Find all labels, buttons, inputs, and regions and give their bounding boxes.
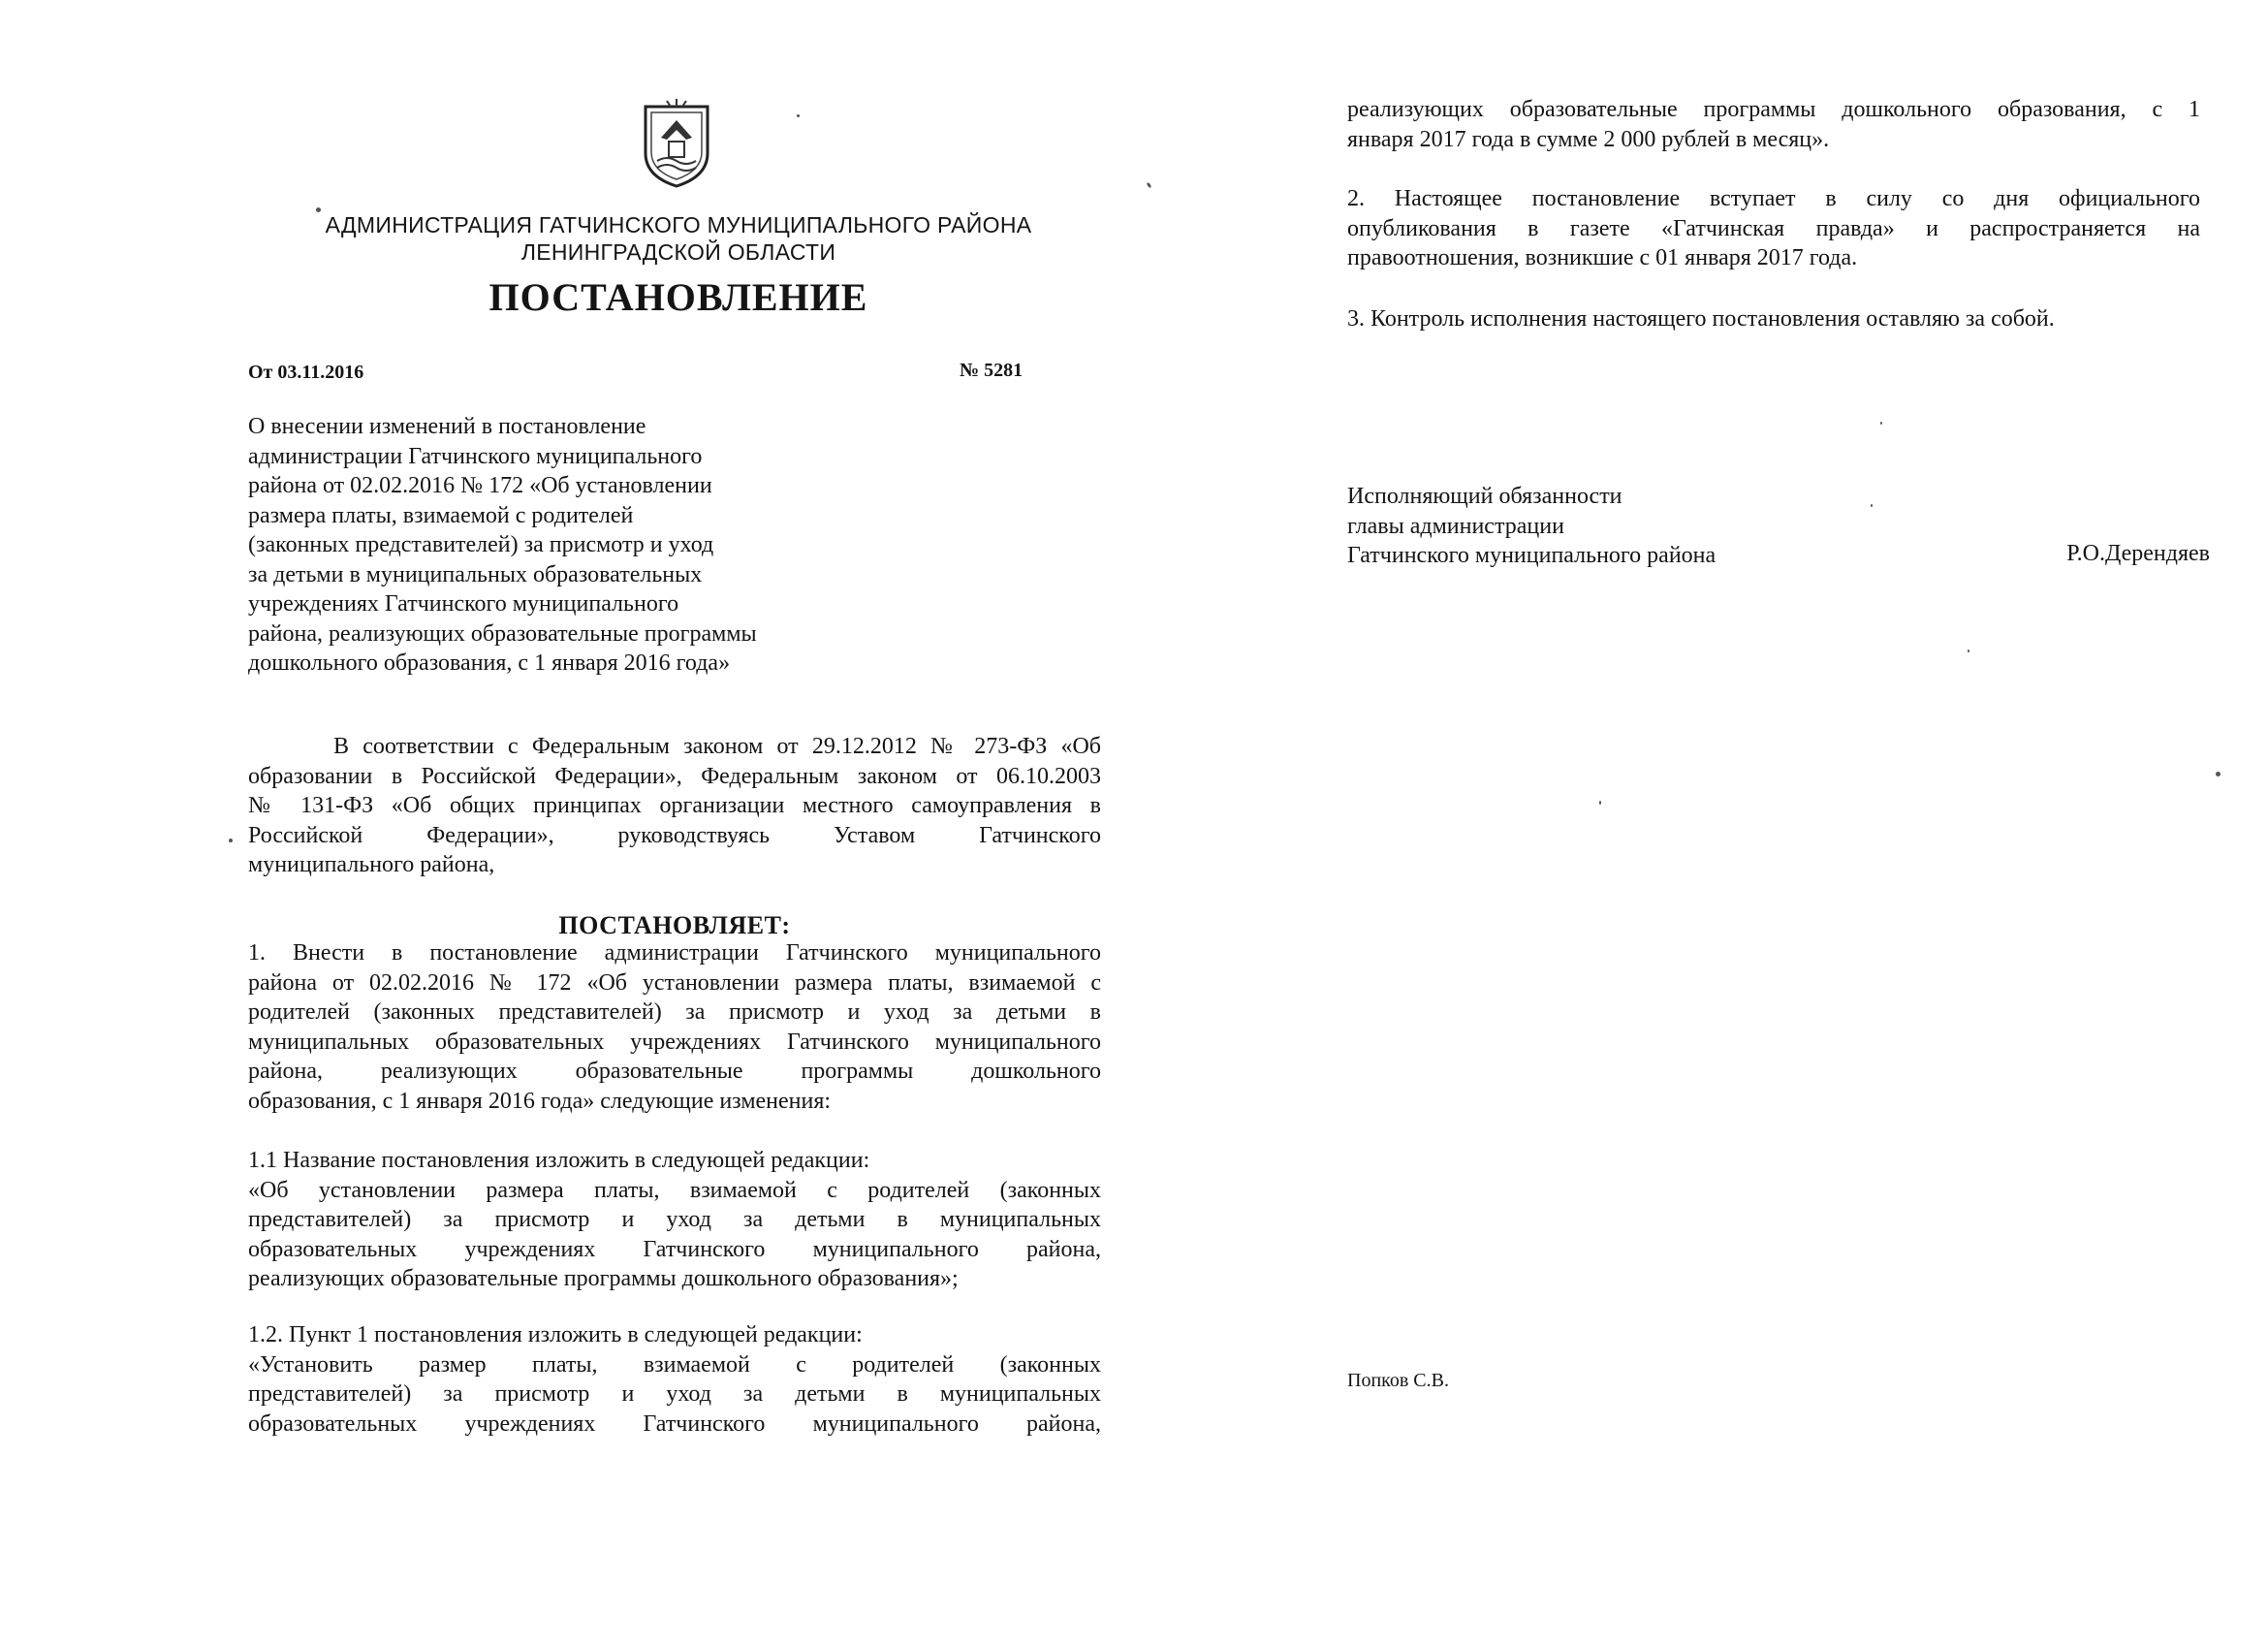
- item-1-1-line: реализующих образовательные программы дошкольного образования»;: [248, 1266, 959, 1291]
- scan-speck: [2216, 772, 2221, 776]
- item-1-paragraph: [248, 938, 1101, 1116]
- item-1-1-line: 1.1 Название постановления изложить в следующей редакции:: [248, 1148, 870, 1173]
- item-1-2-paragraph: [248, 1320, 1101, 1439]
- scan-speck: [1880, 422, 1882, 425]
- item-3-paragraph: [1347, 304, 2200, 334]
- document-subject: [248, 412, 868, 679]
- signer-name: Р.О.Дерендяев: [2066, 541, 2210, 566]
- scan-speck: [1871, 504, 1873, 507]
- signer-position-line: Гатчинского муниципального района: [1347, 543, 1717, 568]
- item-1-1-paragraph: [248, 1146, 1101, 1294]
- scan-speck: [229, 839, 233, 842]
- subject-line: района, реализующих образовательные программы: [248, 620, 757, 647]
- resolve-heading: ПОСТАНОВЛЯЕТ:: [558, 911, 791, 939]
- item-1-2-continuation: [1347, 95, 2200, 154]
- scan-speck: [797, 114, 800, 117]
- right-page: [1134, 0, 2268, 1648]
- item-1-line: родителей (законных представителей) за присмотр и уход за детьми в: [248, 999, 1101, 1025]
- item-1-line: 1. Внести в постановление администрации Гатчинского муниципального: [248, 940, 1101, 966]
- item-1-line: района, реализующих образовательные программы дошкольного: [248, 1059, 1101, 1084]
- preamble-line: образовании в Российской Федерации», Федеральным законом от 06.10.2003: [248, 763, 1101, 789]
- subject-line: (законных представителей) за присмотр и уход: [248, 532, 714, 557]
- issuer-organization: [291, 211, 1066, 266]
- continuation-line: января 2017 года в сумме 2 000 рублей в месяц».: [1347, 126, 1830, 152]
- subject-line: за детьми в муниципальных образовательных: [248, 561, 703, 587]
- subject-line: района от 02.02.2016 № 172 «Об установлении: [248, 473, 712, 498]
- item-1-2-line: представителей) за присмотр и уход за детьми в муниципальных: [248, 1381, 1101, 1407]
- item-2-paragraph: [1347, 184, 2200, 273]
- item-1-2-line: 1.2. Пункт 1 постановления изложить в следующей редакции:: [248, 1322, 863, 1347]
- subject-line: О внесении изменений в постановление: [248, 414, 646, 439]
- item-1-line: образования, с 1 января 2016 года» следующие изменения:: [248, 1088, 832, 1114]
- org-line-2: ЛЕНИНГРАДСКОЙ ОБЛАСТИ: [520, 239, 836, 265]
- subject-line: размера платы, взимаемой с родителей: [248, 502, 634, 528]
- preamble-paragraph: [248, 732, 1101, 880]
- scan-speck: [1968, 650, 1969, 652]
- item-1-1-line: образовательных учреждениях Гатчинского муниципального района,: [248, 1236, 1101, 1262]
- item-2-line: правоотношения, возникшие с 01 января 2017 года.: [1347, 245, 1858, 270]
- item-2-line: опубликования в газете «Гатчинская правда» и распространяется на: [1347, 215, 2200, 241]
- item-1-line: муниципальных образовательных учреждениях Гатчинского муниципального: [248, 1029, 1101, 1055]
- scan-speck: [1599, 801, 1601, 805]
- signer-position-line: Исполняющий обязанности: [1347, 484, 1622, 509]
- document-date: От 03.11.2016: [248, 362, 364, 383]
- org-line-1: АДМИНИСТРАЦИЯ ГАТЧИНСКОГО МУНИЦИПАЛЬНОГО РАЙОНА: [325, 212, 1032, 238]
- continuation-line: реализующих образовательные программы дошкольного образования, с 1: [1347, 97, 2200, 122]
- subject-line: учреждениях Гатчинского муниципального: [248, 591, 679, 617]
- coat-of-arms-icon: [640, 97, 713, 190]
- item-1-2-line: образовательных учреждениях Гатчинского муниципального района,: [248, 1410, 1101, 1437]
- preamble-line: В соответствии с Федеральным законом от 29.12.2012 № 273-ФЗ «Об: [333, 734, 1101, 759]
- item-3-line: 3. Контроль исполнения настоящего постановления оставляю за собой.: [1347, 306, 2055, 332]
- signature-block: [1347, 482, 2210, 571]
- item-1-1-line: представителей) за присмотр и уход за детьми в муниципальных: [248, 1207, 1101, 1232]
- item-2-line: 2. Настоящее постановление вступает в силу со дня официального: [1347, 186, 2200, 211]
- signer-position-line: главы администрации: [1347, 513, 1564, 539]
- preamble-line: Российской Федерации», руководствуясь Уставом Гатчинского: [248, 822, 1101, 848]
- preamble-line: муниципального района,: [248, 852, 495, 877]
- document-title: ПОСТАНОВЛЕНИЕ: [488, 275, 868, 319]
- preamble-line: № 131-ФЗ «Об общих принципах организации местного самоуправления в: [248, 793, 1101, 818]
- subject-line: дошкольного образования, с 1 января 2016 года»: [248, 650, 731, 676]
- item-1-1-line: «Об установлении размера платы, взимаемой с родителей (законных: [248, 1177, 1101, 1203]
- executor-name: Попков С.В.: [1347, 1370, 1449, 1391]
- scan-speck: [316, 207, 321, 212]
- subject-line: администрации Гатчинского муниципального: [248, 443, 703, 469]
- item-1-line: района от 02.02.2016 № 172 «Об установлении размера платы, взимаемой с: [248, 969, 1101, 996]
- document-number: № 5281: [960, 360, 1024, 381]
- item-1-2-line: «Установить размер платы, взимаемой с родителей (законных: [248, 1351, 1101, 1378]
